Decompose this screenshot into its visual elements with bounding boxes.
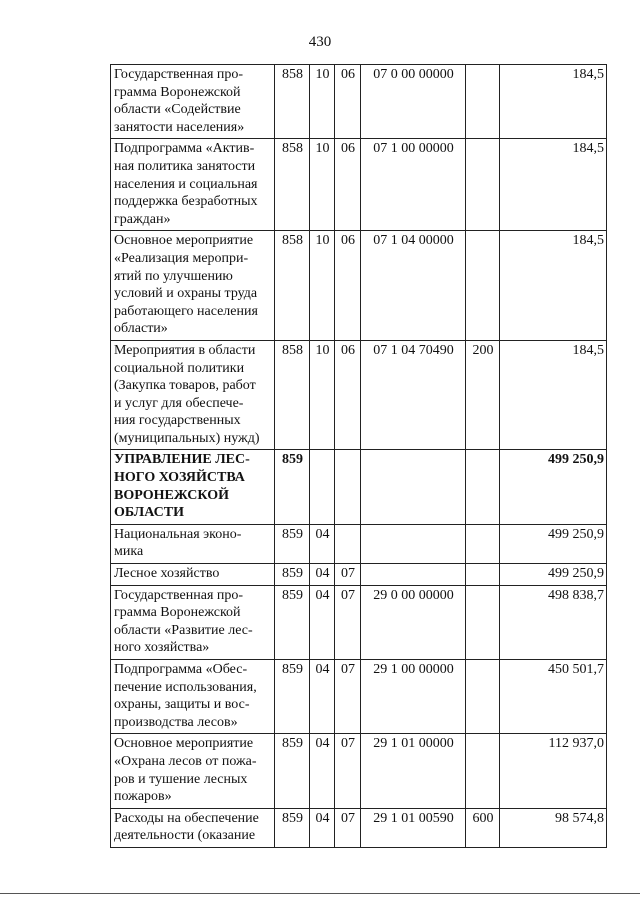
cell-section: 04 xyxy=(310,734,335,808)
cell-section: 04 xyxy=(310,660,335,734)
cell-amount: 499 250,9 xyxy=(500,524,607,563)
table-row xyxy=(111,65,607,139)
cell-target-article: 29 0 00 00000 xyxy=(361,585,466,659)
cell-subsection: 07 xyxy=(335,734,361,808)
table-row xyxy=(111,585,607,659)
cell-target-article: 29 1 00 00000 xyxy=(361,660,466,734)
cell-target-article: 07 1 00 00000 xyxy=(361,139,466,231)
cell-grbs: 859 xyxy=(275,450,310,524)
cell-grbs: 859 xyxy=(275,734,310,808)
table-row xyxy=(111,734,607,808)
table-row xyxy=(111,808,607,847)
cell-expense-type xyxy=(466,734,500,808)
cell-expense-type xyxy=(466,585,500,659)
cell-name: Подпрограмма «Обес- печение использования, охраны, защиты и вос- производства лесов» xyxy=(111,660,275,734)
cell-expense-type xyxy=(466,139,500,231)
cell-amount: 499 250,9 xyxy=(500,450,607,524)
cell-name: Национальная эконо- мика xyxy=(111,524,275,563)
cell-expense-type xyxy=(466,65,500,139)
cell-amount: 184,5 xyxy=(500,65,607,139)
cell-subsection: 06 xyxy=(335,231,361,341)
cell-expense-type: 600 xyxy=(466,808,500,847)
table-row xyxy=(111,231,607,341)
cell-section xyxy=(310,450,335,524)
cell-grbs: 859 xyxy=(275,564,310,586)
cell-subsection: 07 xyxy=(335,585,361,659)
table-row xyxy=(111,450,607,524)
table-row xyxy=(111,660,607,734)
cell-grbs: 859 xyxy=(275,660,310,734)
cell-amount: 450 501,7 xyxy=(500,660,607,734)
cell-target-article xyxy=(361,564,466,586)
cell-grbs: 859 xyxy=(275,585,310,659)
cell-amount: 184,5 xyxy=(500,340,607,450)
cell-section: 04 xyxy=(310,808,335,847)
table-row xyxy=(111,340,607,450)
cell-section: 10 xyxy=(310,139,335,231)
cell-expense-type xyxy=(466,231,500,341)
cell-amount: 499 250,9 xyxy=(500,564,607,586)
cell-expense-type: 200 xyxy=(466,340,500,450)
cell-amount: 112 937,0 xyxy=(500,734,607,808)
cell-section: 10 xyxy=(310,340,335,450)
budget-table xyxy=(110,64,607,848)
cell-name: Государственная про- грамма Воронежской области «Содействие занятости населения» xyxy=(111,65,275,139)
cell-name: Основное мероприятие «Охрана лесов от пожа- ров и тушение лесных пожаров» xyxy=(111,734,275,808)
cell-section: 04 xyxy=(310,524,335,563)
cell-target-article: 07 1 04 00000 xyxy=(361,231,466,341)
footer-rule xyxy=(0,893,640,894)
cell-subsection: 06 xyxy=(335,65,361,139)
cell-name: Основное мероприятие «Реализация меропри- ятий по улучшению условий и охраны труда работающего населения области» xyxy=(111,231,275,341)
cell-name: УПРАВЛЕНИЕ ЛЕС- НОГО ХОЗЯЙСТВА ВОРОНЕЖСКОЙ ОБЛАСТИ xyxy=(111,450,275,524)
cell-target-article: 29 1 01 00590 xyxy=(361,808,466,847)
cell-section: 04 xyxy=(310,585,335,659)
cell-name: Государственная про- грамма Воронежской области «Развитие лес- ного хозяйства» xyxy=(111,585,275,659)
cell-target-article: 29 1 01 00000 xyxy=(361,734,466,808)
cell-amount: 98 574,8 xyxy=(500,808,607,847)
cell-section: 10 xyxy=(310,231,335,341)
cell-subsection: 07 xyxy=(335,564,361,586)
table-row xyxy=(111,564,607,586)
cell-section: 04 xyxy=(310,564,335,586)
cell-amount: 184,5 xyxy=(500,231,607,341)
cell-expense-type xyxy=(466,524,500,563)
cell-grbs: 858 xyxy=(275,139,310,231)
cell-grbs: 858 xyxy=(275,65,310,139)
cell-amount: 498 838,7 xyxy=(500,585,607,659)
cell-grbs: 859 xyxy=(275,524,310,563)
cell-grbs: 858 xyxy=(275,340,310,450)
cell-expense-type xyxy=(466,660,500,734)
cell-name: Лесное хозяйство xyxy=(111,564,275,586)
cell-subsection xyxy=(335,450,361,524)
cell-target-article: 07 1 04 70490 xyxy=(361,340,466,450)
cell-grbs: 858 xyxy=(275,231,310,341)
table-row xyxy=(111,139,607,231)
cell-target-article xyxy=(361,524,466,563)
cell-subsection xyxy=(335,524,361,563)
cell-name: Подпрограмма «Актив- ная политика занятости населения и социальная поддержка безработных граждан» xyxy=(111,139,275,231)
cell-grbs: 859 xyxy=(275,808,310,847)
cell-name: Мероприятия в области социальной политики (Закупка товаров, работ и услуг для обеспече- ния государственных (муниципальных) нужд) xyxy=(111,340,275,450)
cell-subsection: 06 xyxy=(335,340,361,450)
cell-name: Расходы на обеспечение деятельности (оказание xyxy=(111,808,275,847)
cell-section: 10 xyxy=(310,65,335,139)
cell-target-article xyxy=(361,450,466,524)
cell-expense-type xyxy=(466,564,500,586)
cell-expense-type xyxy=(466,450,500,524)
cell-amount: 184,5 xyxy=(500,139,607,231)
cell-subsection: 07 xyxy=(335,660,361,734)
cell-target-article: 07 0 00 00000 xyxy=(361,65,466,139)
budget-table-body xyxy=(111,65,607,848)
table-row xyxy=(111,524,607,563)
cell-subsection: 07 xyxy=(335,808,361,847)
cell-subsection: 06 xyxy=(335,139,361,231)
page-number: 430 xyxy=(308,34,332,50)
